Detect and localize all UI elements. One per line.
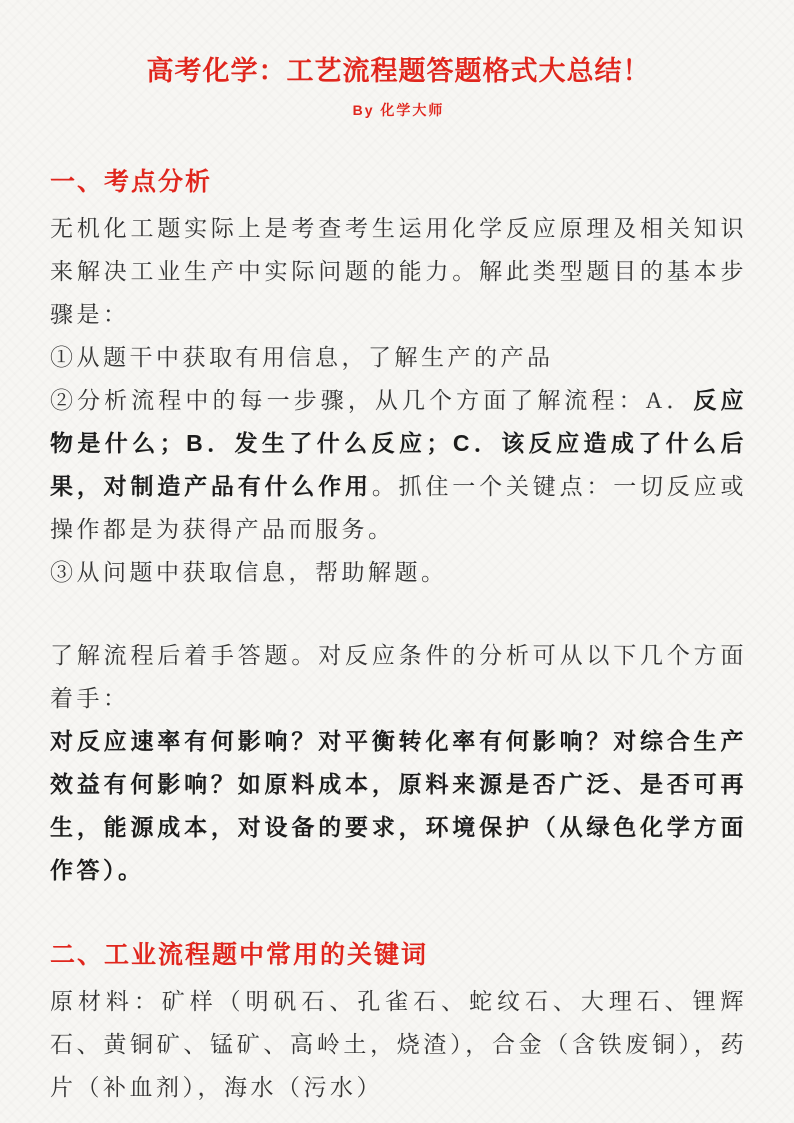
document-title: 高考化学：工艺流程题答题格式大总结！ <box>146 56 651 86</box>
section1-intro-paragraph: 无机化工题实际上是考查考生运用化学反应原理及相关知识来解决工业生产中实际问题的能力。解此类型题目的基本步骤是： <box>50 216 747 327</box>
step2-emphasis: 反应物是什么；B．发生了什么反应；C．该反应造成了什么后果，对制造产品有什么作用 <box>50 387 747 499</box>
byline: By 化学大师 <box>352 102 445 118</box>
analysis-intro-paragraph: 了解流程后着手答题。对反应条件的分析可从以下几个方面着手： <box>50 643 747 711</box>
step2-paragraph <box>50 379 747 551</box>
step1-paragraph: ①从题干中获取有用信息，了解生产的产品 <box>50 345 554 370</box>
step3-paragraph: ③从问题中获取信息，帮助解题。 <box>50 560 448 585</box>
document-content <box>0 55 794 1109</box>
materials-paragraph: 原材料：矿样（明矾石、孔雀石、蛇纹石、大理石、锂辉石、黄铜矿、锰矿、高岭土，烧渣），合金（含铁废铜），药片（补血剂），海水（污水） <box>50 989 747 1100</box>
step2-suffix: 。抓住一个关键点：一切反应或操作都是为获得产品而服务。 <box>50 474 748 542</box>
section1-heading: 一、考点分析 <box>50 168 213 196</box>
step2-prefix: ②分析流程中的每一步骤，从几个方面了解流程：A． <box>50 388 694 413</box>
analysis-emphasis-paragraph: 对反应速率有何影响？对平衡转化率有何影响？对综合生产效益有何影响？如原料成本，原料来源是否广泛、是否可再生，能源成本，对设备的要求，环境保护（从绿色化学方面作答）。 <box>50 728 747 883</box>
section2-heading: 二、工业流程题中常用的关键词 <box>50 941 429 969</box>
